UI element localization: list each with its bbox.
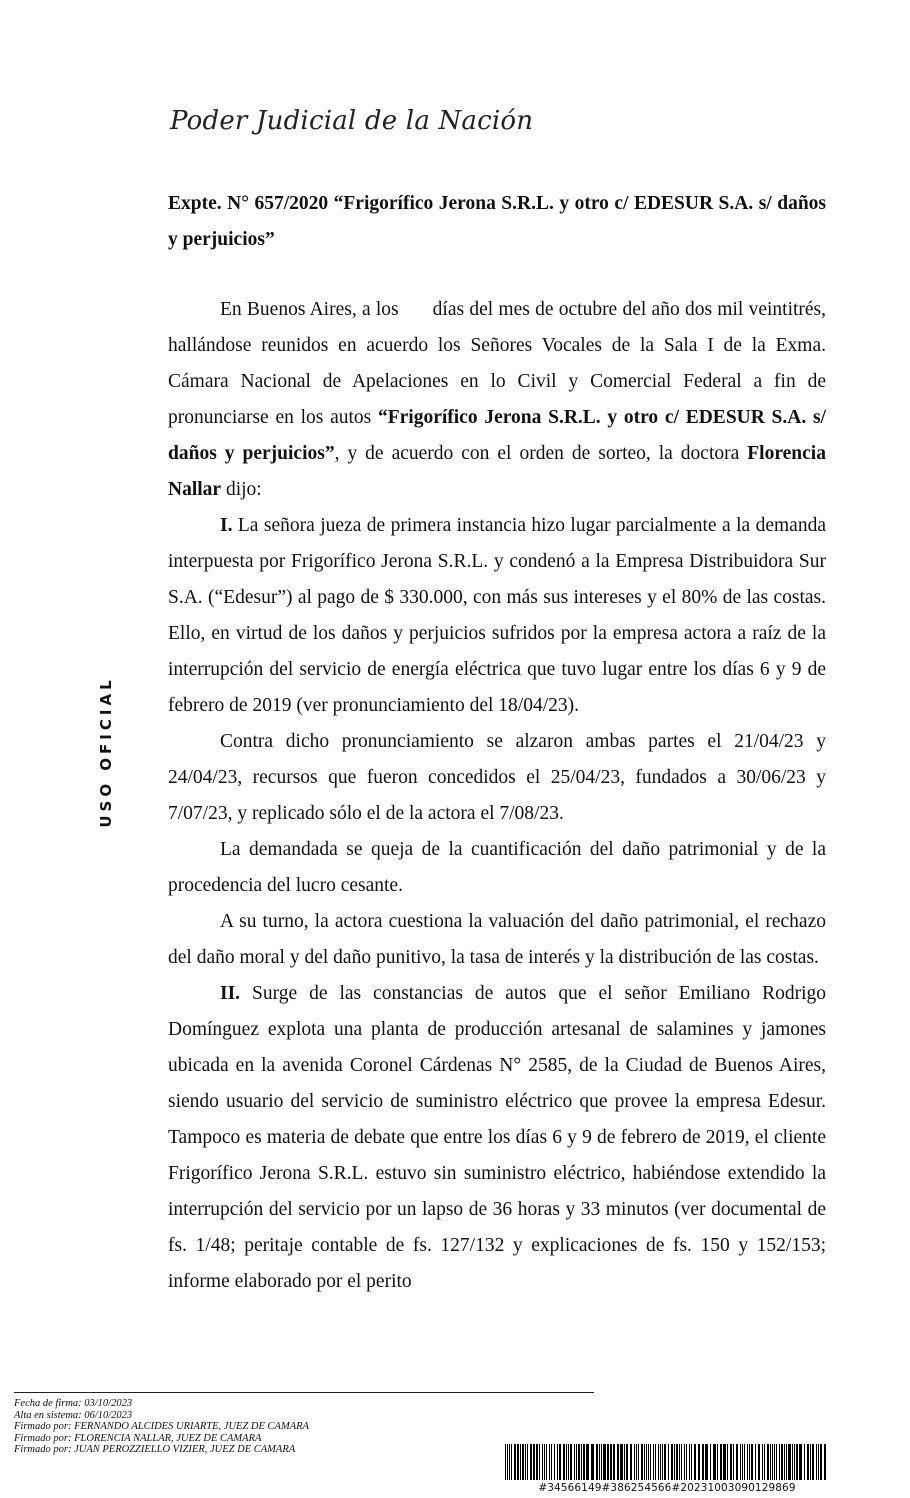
document-body (168, 292, 826, 1300)
institution-header: Poder Judicial de la Nación (170, 106, 534, 136)
case-title-line2: daños y perjuicios” (168, 193, 826, 250)
paragraph-opening: En Buenos Aires, a los días del mes de octubre del año dos mil veintitrés, hallándose reunidos en acuerdo los Señores Vocales de la Sala I de la Exma. Cámara Nacional de Apelaciones en lo Civil y Comercial Federal a fin de pronunciarse en los autos “Frigorífico Jerona S.R.L. y otro c/ EDESUR S.A. s/ daños y perjuicios”, y de acuerdo con el orden de sorteo, la doctora Florencia Nallar dijo: (168, 299, 827, 500)
official-use-label: USO OFICIAL (97, 676, 115, 828)
case-title (168, 186, 826, 258)
signature-line: Firmado por: FERNANDO ALCIDES URIARTE, JUEZ DE CAMARA (14, 1421, 309, 1433)
signature-line: Alta en sistema: 06/10/2023 (14, 1409, 133, 1421)
judge-name: Florencia Nallar (168, 443, 826, 500)
barcode-icon (505, 1444, 829, 1480)
signature-line: Firmado por: JUAN PEROZZIELLO VIZIER, JUEZ DE CAMARA (14, 1444, 296, 1456)
case-title-line1: Expte. N° 657/2020 “Frigorífico Jerona S.R.L. y otro c/ EDESUR S.A. s/ (168, 193, 772, 214)
paragraph-section-2: II. Surge de las constancias de autos que el señor Emiliano Rodrigo Domínguez explota una planta de producción artesanal de salamines y jamones ubicada en la avenida Coronel Cárdenas N° 2585, de la Ciudad de Buenos Aires, siendo usuario del servicio de suministro eléctrico que provee la empresa Edesur. Tampoco es materia de debate que entre los días 6 y 9 de febrero de 2019, el cliente Frigorífico Jerona S.R.L. estuvo sin suministro eléctrico, habiéndose extendido la interrupción del servicio por un lapso de 36 horas y 33 minutos (ver documental de fs. 1/48; peritaje contable de fs. 127/132 y explicaciones de fs. 150 y 152/153; informe elaborado por el perito (168, 983, 826, 1292)
case-reference: “Frigorífico Jerona S.R.L. y otro c/ EDESUR S.A. s/ daños y perjuicios” (168, 407, 826, 464)
signature-line: Firmado por: FLORENCIA NALLAR, JUEZ DE CAMARA (14, 1432, 262, 1444)
section-number: I. (220, 515, 233, 536)
signature-block (14, 1398, 309, 1456)
paragraph-appeals: Contra dicho pronunciamiento se alzaron ambas partes el 21/04/23 y 24/04/23, recursos que fueron concedidos el 25/04/23, fundados a 30/06/23 y 7/07/23, y replicado sólo el de la actora el 7/08/23. (168, 731, 826, 824)
paragraph-section-1: I. La señora jueza de primera instancia hizo lugar parcialmente a la demanda interpuesta por Frigorífico Jerona S.R.L. y condenó a la Empresa Distribuidora Sur S.A. (“Edesur”) al pago de $ 330.000, con más sus intereses y el 80% de las costas. Ello, en virtud de los daños y perjuicios sufridos por la empresa actora a raíz de la interrupción del servicio de energía eléctrica que tuvo lugar entre los días 6 y 9 de febrero de 2019 (ver pronunciamiento del 18/04/23). (168, 515, 826, 716)
signature-line: Fecha de firma: 03/10/2023 (14, 1398, 133, 1409)
barcode-number: #34566149#386254566#20231003090129869 (538, 1482, 796, 1494)
signature-divider (14, 1392, 594, 1393)
paragraph-plaintiff-complaint: A su turno, la actora cuestiona la valuación del daño patrimonial, el rechazo del daño moral y del daño punitivo, la tasa de interés y la distribución de las costas. (168, 911, 826, 968)
section-number: II. (220, 983, 241, 1004)
paragraph-defendant-complaint: La demandada se queja de la cuantificación del daño patrimonial y de la procedencia del lucro cesante. (168, 839, 826, 896)
